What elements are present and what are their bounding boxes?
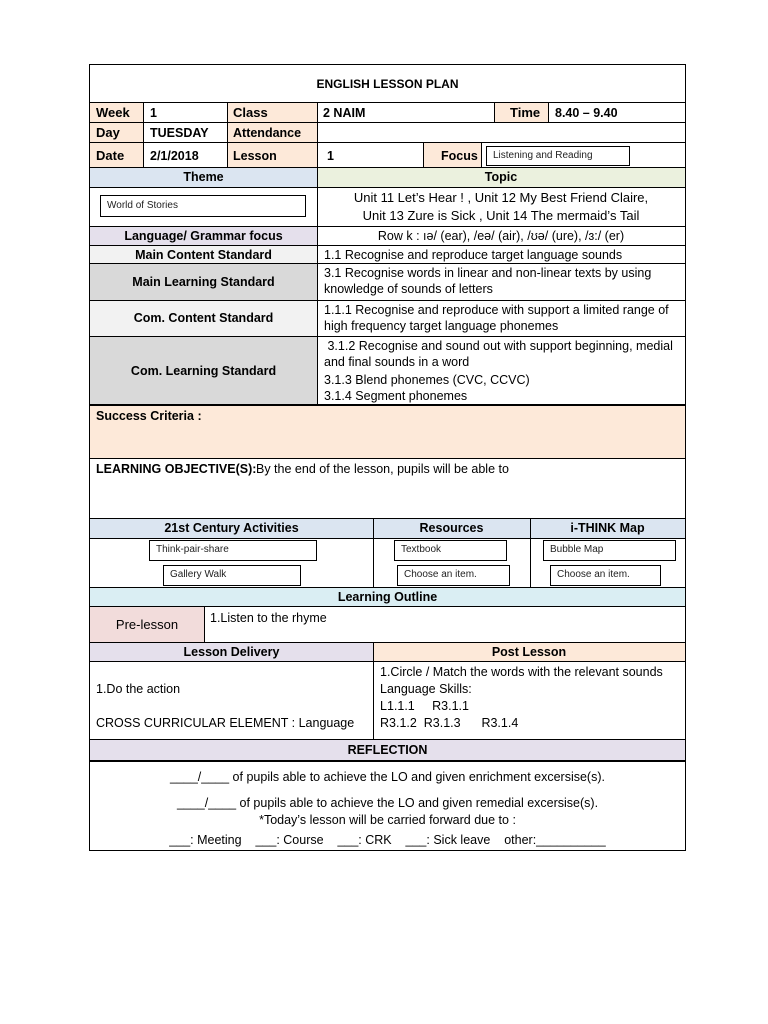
lesson-delivery-value: 1.Do the action: [96, 682, 181, 696]
divider: [89, 587, 686, 588]
divider: [89, 300, 686, 301]
topic-header: Topic: [484, 170, 518, 184]
day-value: TUESDAY: [150, 126, 209, 140]
divider: [548, 102, 549, 122]
divider: [481, 142, 482, 167]
post-lesson-header: Post Lesson: [491, 645, 567, 659]
resource-dropdown-2[interactable]: Choose an item.: [397, 565, 510, 586]
learning-outline-header: Learning Outline: [337, 590, 438, 604]
ithink-header: i-THINK Map: [570, 521, 645, 535]
divider: [89, 458, 686, 459]
time-value: 8.40 – 9.40: [555, 106, 618, 120]
divider: [89, 760, 686, 762]
success-criteria-label: Success Criteria :: [96, 409, 202, 423]
divider: [89, 404, 686, 406]
reflection-line-1: ____/____ of pupils able to achieve the LO and given enrichment excersise(s).: [170, 770, 605, 784]
focus-dropdown[interactable]: Listening and Reading: [486, 146, 630, 166]
divider: [89, 245, 686, 246]
date-value: 2/1/2018: [150, 149, 199, 163]
topic-line-1: Unit 11 Let’s Hear ! , Unit 12 My Best Friend Claire,: [353, 190, 649, 205]
pre-lesson-label: Pre-lesson: [115, 617, 179, 632]
divider: [89, 336, 686, 337]
divider: [89, 167, 686, 168]
activity-dropdown-2[interactable]: Gallery Walk: [163, 565, 301, 586]
activity-dropdown-1[interactable]: Think-pair-share: [149, 540, 317, 561]
divider: [89, 122, 686, 123]
reflection-line-3: *Today’s lesson will be carried forward due to :: [259, 813, 516, 827]
page-title: ENGLISH LESSON PLAN: [316, 77, 459, 91]
time-label: Time: [510, 105, 541, 120]
language-skills-line-2: R3.1.2 R3.1.3 R3.1.4: [380, 716, 519, 730]
divider: [317, 102, 318, 405]
lesson-delivery-header: Lesson Delivery: [183, 645, 280, 659]
learning-objective-label: LEARNING OBJECTIVE(S):: [96, 462, 257, 476]
divider: [227, 102, 228, 167]
com-learning-line-2: 3.1.3 Blend phonemes (CVC, CCVC): [324, 373, 530, 387]
theme-dropdown[interactable]: World of Stories: [100, 195, 306, 217]
main-content-label: Main Content Standard: [135, 248, 272, 262]
divider: [89, 226, 686, 227]
week-label: Week: [96, 105, 130, 120]
divider: [494, 102, 495, 122]
reflection-header: REFLECTION: [347, 743, 428, 757]
com-learning-line-3: 3.1.4 Segment phonemes: [324, 389, 468, 403]
resource-dropdown-1[interactable]: Textbook: [394, 540, 507, 561]
divider: [423, 142, 424, 167]
class-label: Class: [233, 105, 268, 120]
main-learning-value: 3.1 Recognise words in linear and non-linear texts by using knowledge of sounds of letters: [324, 266, 652, 296]
com-content-label: Com. Content Standard: [133, 311, 274, 325]
date-label: Date: [96, 148, 125, 163]
resources-header: Resources: [419, 521, 484, 535]
ithink-dropdown-1[interactable]: Bubble Map: [543, 540, 676, 561]
main-content-value: 1.1 Recognise and reproduce target language sounds: [324, 248, 623, 262]
theme-header: Theme: [183, 170, 224, 184]
day-label: Day: [96, 125, 120, 140]
reflection-line-4: ___: Meeting ___: Course ___: CRK ___: Sick leave other:__________: [169, 833, 606, 847]
divider: [143, 102, 144, 167]
divider: [89, 642, 686, 643]
divider: [89, 518, 686, 519]
learning-objective-value: By the end of the lesson, pupils will be able to: [256, 462, 509, 476]
cross-curricular-element: CROSS CURRICULAR ELEMENT : Language: [96, 716, 355, 730]
divider: [89, 263, 686, 264]
divider: [89, 538, 686, 539]
com-learning-line-1: 3.1.2 Recognise and sound out with support beginning, medial and final sounds in a word: [324, 339, 677, 369]
pre-lesson-value: 1.Listen to the rhyme: [210, 611, 327, 625]
divider: [89, 142, 686, 143]
language-skills-label: Language Skills:: [380, 682, 472, 696]
divider: [89, 606, 686, 607]
divider: [89, 102, 686, 103]
lesson-value: 1: [327, 149, 334, 163]
attendance-label: Attendance: [233, 126, 302, 140]
divider: [89, 187, 686, 188]
grammar-value: Row k : ıə/ (ear), /eə/ (air), /ʊə/ (ure), /ɜ:/ (er): [377, 229, 625, 243]
reflection-line-2: ____/____ of pupils able to achieve the LO and given remedial excersise(s).: [176, 796, 599, 810]
language-skills-line-1: L1.1.1 R3.1.1: [380, 699, 469, 713]
ithink-dropdown-2[interactable]: Choose an item.: [550, 565, 661, 586]
focus-label: Focus: [441, 149, 478, 163]
com-content-value: 1.1.1 Recognise and reproduce with support a limited range of high frequency target language phonemes: [324, 303, 669, 333]
divider: [89, 739, 686, 740]
post-lesson-value: 1.Circle / Match the words with the relevant sounds: [380, 665, 663, 679]
grammar-label: Language/ Grammar focus: [124, 229, 283, 243]
main-learning-label: Main Learning Standard: [132, 275, 275, 289]
activities-header: 21st Century Activities: [164, 521, 299, 535]
class-value: 2 NAIM: [323, 106, 366, 120]
week-value: 1: [150, 106, 157, 120]
com-learning-label: Com. Learning Standard: [130, 364, 277, 378]
topic-line-2: Unit 13 Zure is Sick , Unit 14 The mermaid’s Tail: [362, 208, 640, 223]
divider: [89, 661, 686, 662]
lesson-label: Lesson: [233, 149, 277, 163]
divider: [204, 606, 205, 642]
